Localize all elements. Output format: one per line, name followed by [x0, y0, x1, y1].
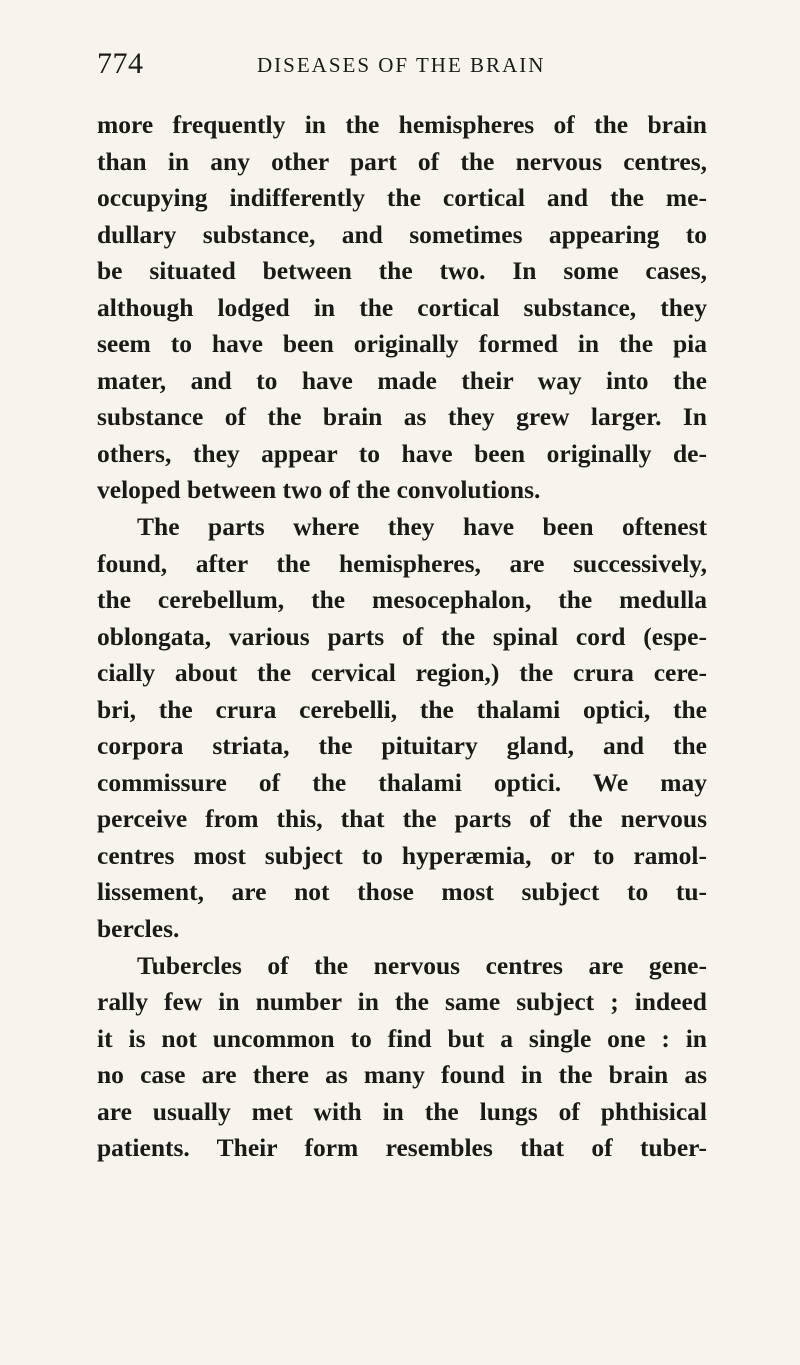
- text-line: corpora striata, the pituitary gland, and the: [97, 731, 707, 761]
- text-line: seem to have been originally formed in the pia: [97, 329, 707, 359]
- text-line: found, after the hemispheres, are successively,: [97, 548, 707, 578]
- text-line: be situated between the two. In some cases,: [97, 256, 707, 286]
- text-line: no case are there as many found in the brain as: [97, 1060, 707, 1090]
- text-line: patients. Their form resembles that of tuber-: [97, 1133, 707, 1163]
- page-number: 774: [97, 47, 144, 80]
- page-header: [97, 44, 717, 84]
- text-line: rally few in number in the same subject ; indeed: [97, 987, 707, 1017]
- text-line: substance of the brain as they grew larger. In: [97, 402, 707, 432]
- text-line: veloped between two of the convolutions.: [97, 475, 541, 505]
- running-head: DISEASES OF THE BRAIN: [257, 53, 546, 77]
- text-line: lissement, are not those most subject to tu-: [97, 877, 707, 907]
- text-line: than in any other part of the nervous centres,: [97, 146, 707, 176]
- text-line: perceive from this, that the parts of the nervous: [97, 804, 707, 834]
- text-line: bercles.: [97, 914, 180, 944]
- text-line: others, they appear to have been originally de-: [97, 438, 707, 468]
- text-line: occupying indifferently the cortical and the me-: [97, 183, 707, 213]
- text-line: mater, and to have made their way into the: [97, 365, 707, 395]
- text-line: it is not uncommon to find but a single one : in: [97, 1023, 707, 1053]
- body-text: [97, 107, 707, 1167]
- text-line: are usually met with in the lungs of phthisical: [97, 1096, 707, 1126]
- text-line: the cerebellum, the mesocephalon, the medulla: [97, 585, 707, 615]
- text-line: commissure of the thalami optici. We may: [97, 767, 707, 797]
- text-line: more frequently in the hemispheres of the brain: [97, 110, 707, 139]
- text-line: cially about the cervical region,) the crura cere-: [97, 658, 707, 688]
- text-line: dullary substance, and sometimes appearing to: [97, 219, 707, 249]
- text-line: Tubercles of the nervous centres are gene-: [137, 950, 707, 980]
- text-line: bri, the crura cerebelli, the thalami optici, the: [97, 694, 707, 724]
- text-line: although lodged in the cortical substance, they: [97, 292, 707, 322]
- text-line: centres most subject to hyperæmia, or to ramol-: [97, 840, 707, 870]
- text-line: oblongata, various parts of the spinal cord (espe-: [97, 621, 707, 651]
- text-line: The parts where they have been oftenest: [137, 512, 707, 542]
